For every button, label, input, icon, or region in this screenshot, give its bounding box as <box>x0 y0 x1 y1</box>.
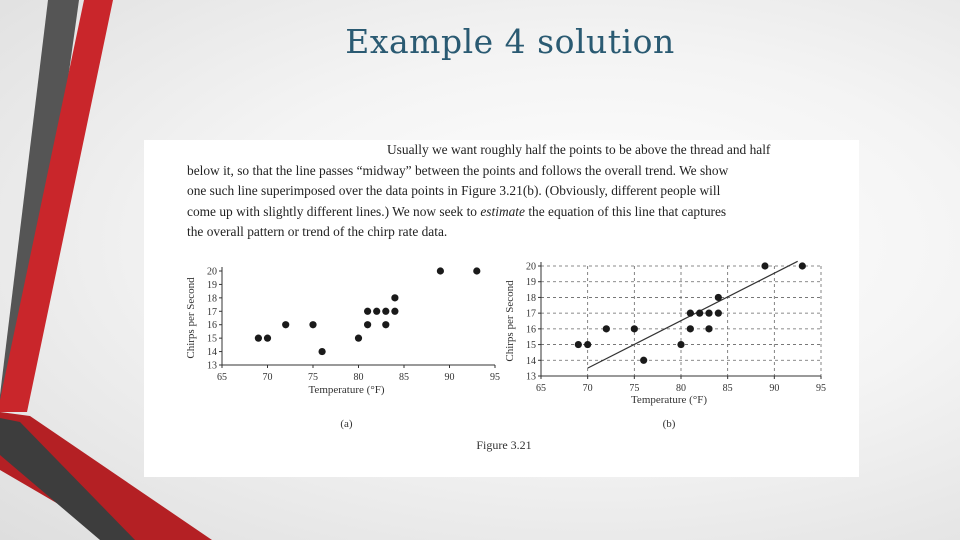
data-point-b <box>631 325 638 332</box>
y-tick-label-b: 13 <box>526 371 536 383</box>
x-tick-label-a: 65 <box>217 372 227 383</box>
y-tick-label-a: 15 <box>207 333 217 345</box>
paragraph-text: the equation of this line that captures <box>524 203 727 219</box>
data-point-b <box>687 325 694 332</box>
figure-scatter-plots <box>144 140 859 477</box>
data-point-a <box>309 321 316 328</box>
x-tick-label-a: 90 <box>444 372 455 383</box>
paragraph-line: below it, so that the line passes “midway” between the points and follows the overall trend. We show <box>187 162 729 178</box>
x-axis-label-b: Temperature (°F) <box>630 394 708 406</box>
y-tick-label-a: 20 <box>207 266 217 278</box>
x-tick-label-a: 85 <box>399 372 409 383</box>
x-tick-label-b: 85 <box>722 383 733 394</box>
data-point-b <box>705 325 712 332</box>
y-tick-label-b: 15 <box>526 340 536 352</box>
x-tick-label-b: 75 <box>629 383 640 394</box>
data-point-a <box>282 321 289 328</box>
x-tick-label-b: 90 <box>769 383 780 394</box>
data-point-a <box>473 267 480 274</box>
panel-label-a: (a) <box>340 418 353 430</box>
figure-caption: Figure 3.21 <box>476 438 532 452</box>
x-tick-label-a: 70 <box>262 372 273 383</box>
data-point-a <box>391 294 398 301</box>
x-axis-label-a: Temperature (°F) <box>308 384 385 396</box>
y-tick-label-a: 16 <box>207 320 217 332</box>
data-point-a <box>437 267 444 274</box>
data-point-a <box>364 321 371 328</box>
y-tick-label-a: 13 <box>207 360 217 372</box>
data-point-b <box>687 310 694 317</box>
paragraph-line: Usually we want roughly half the points to be above the thread and half <box>387 142 771 157</box>
data-point-a <box>255 335 262 342</box>
textbook-excerpt <box>144 140 859 477</box>
data-point-a <box>355 335 362 342</box>
paragraph-line: the overall pattern or trend of the chirp rate data. <box>187 224 448 239</box>
data-point-a <box>382 321 389 328</box>
y-axis-label-a: Chirps per Second <box>185 277 197 359</box>
data-point-b <box>715 310 722 317</box>
data-point-b <box>715 294 722 301</box>
x-tick-label-a: 75 <box>308 372 318 383</box>
data-point-b <box>640 357 647 364</box>
y-tick-label-b: 20 <box>526 261 536 273</box>
paragraph-text: come up with slightly different lines.) We now seek to <box>187 203 481 219</box>
data-point-b <box>603 325 610 332</box>
data-point-b <box>575 341 582 348</box>
data-point-a <box>382 308 389 315</box>
y-axis-label-b: Chirps per Second <box>504 280 516 362</box>
x-tick-label-b: 70 <box>582 383 593 394</box>
x-tick-label-a: 95 <box>490 372 500 383</box>
data-point-a <box>391 308 398 315</box>
panel-label-b: (b) <box>662 418 676 430</box>
data-point-b <box>705 310 712 317</box>
x-tick-label-b: 65 <box>536 383 546 394</box>
y-tick-label-a: 18 <box>207 293 217 305</box>
y-tick-label-b: 18 <box>526 292 536 304</box>
data-point-b <box>584 341 591 348</box>
y-tick-label-b: 16 <box>526 324 536 336</box>
y-tick-label-a: 14 <box>207 347 217 359</box>
x-tick-label-b: 80 <box>676 383 686 394</box>
y-tick-label-a: 19 <box>207 279 217 291</box>
data-point-b <box>761 262 768 269</box>
y-tick-label-a: 17 <box>207 306 217 318</box>
data-point-a <box>319 348 326 355</box>
emphasis-text: estimate <box>480 203 525 219</box>
y-tick-label-b: 14 <box>526 355 536 367</box>
paragraph-line: one such line superimposed over the data points in Figure 3.21(b). (Obviously, different people will <box>187 183 721 198</box>
x-tick-label-b: 95 <box>816 383 826 394</box>
data-point-b <box>677 341 684 348</box>
x-tick-label-a: 80 <box>353 372 364 383</box>
slide-title: Example 4 solution <box>345 22 675 61</box>
data-point-b <box>799 262 806 269</box>
data-point-a <box>264 335 271 342</box>
y-tick-label-b: 19 <box>526 277 536 289</box>
y-tick-label-b: 17 <box>526 308 536 320</box>
data-point-a <box>373 308 380 315</box>
data-point-a <box>364 308 371 315</box>
data-point-b <box>696 310 703 317</box>
